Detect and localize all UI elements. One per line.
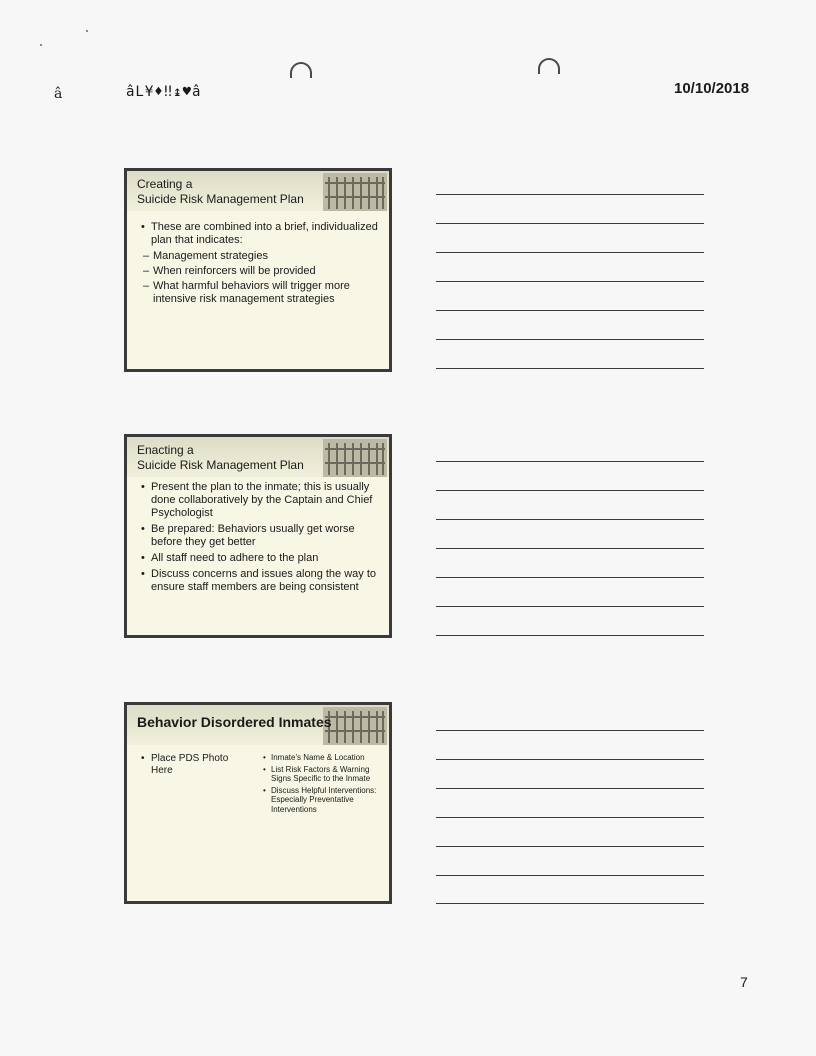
note-line xyxy=(436,759,704,760)
note-line xyxy=(436,223,704,224)
note-line xyxy=(436,368,704,369)
note-line xyxy=(436,490,704,491)
slide-behavior-disordered xyxy=(124,702,392,904)
page-number: 7 xyxy=(740,974,748,990)
bullet-item: • Discuss Helpful Interventions: Especially Preventative Interventions xyxy=(261,786,379,815)
header-left-mark: â xyxy=(54,86,64,102)
punch-hole-mark xyxy=(538,58,560,74)
note-line xyxy=(436,635,704,636)
note-line xyxy=(436,817,704,818)
slide-title: Behavior Disordered Inmates xyxy=(137,714,332,730)
bullet-item: • List Risk Factors & Warning Signs Specific to the Inmate xyxy=(261,765,379,784)
note-line xyxy=(436,339,704,340)
note-line xyxy=(436,730,704,731)
bullet-item: • Be prepared: Behaviors usually get worse before they get better xyxy=(139,523,381,549)
slide-left-column xyxy=(139,753,239,779)
jail-cells-icon xyxy=(323,173,387,211)
slide-enacting-plan xyxy=(124,434,392,638)
bullet-item: • Present the plan to the inmate; this is usually done collaboratively by the Captain and Chief Psychologist xyxy=(139,481,381,520)
slide-title-line2: Suicide Risk Management Plan xyxy=(137,192,304,206)
note-line xyxy=(436,875,704,876)
note-line xyxy=(436,788,704,789)
sub-bullet-item: – What harmful behaviors will trigger more intensive risk management strategies xyxy=(139,280,381,306)
slide-title xyxy=(137,443,304,473)
jail-cells-icon xyxy=(323,707,387,745)
slide-right-column xyxy=(261,753,379,816)
note-line xyxy=(436,281,704,282)
header-date: 10/10/2018 xyxy=(674,80,750,97)
bullet-item: • Inmate's Name & Location xyxy=(261,753,379,763)
slide-title-line2: Suicide Risk Management Plan xyxy=(137,458,304,472)
jail-cells-icon xyxy=(323,439,387,477)
slide-bullets xyxy=(139,221,381,308)
header-garbled-title: âL¥♦‼↨♥â xyxy=(126,84,202,100)
scan-speck xyxy=(86,30,88,32)
sub-bullet-item: – When reinforcers will be provided xyxy=(139,265,381,278)
slide-title xyxy=(137,177,304,207)
note-line xyxy=(436,903,704,904)
scan-speck xyxy=(40,44,42,46)
sub-bullet-item: – Management strategies xyxy=(139,250,381,263)
bullet-item: • All staff need to adhere to the plan xyxy=(139,552,381,565)
note-line xyxy=(436,548,704,549)
note-line xyxy=(436,519,704,520)
bullet-item: • Place PDS Photo Here xyxy=(139,753,239,777)
note-line xyxy=(436,310,704,311)
slide-bullets xyxy=(139,481,381,597)
slide-title-line1: Enacting a xyxy=(137,443,194,457)
note-line xyxy=(436,606,704,607)
note-line xyxy=(436,846,704,847)
note-line xyxy=(436,577,704,578)
note-line xyxy=(436,252,704,253)
slide-title-line1: Creating a xyxy=(137,177,193,191)
note-line xyxy=(436,461,704,462)
punch-hole-mark xyxy=(290,62,312,78)
slide-creating-plan xyxy=(124,168,392,372)
bullet-item: • Discuss concerns and issues along the way to ensure staff members are being consistent xyxy=(139,568,381,594)
bullet-item: • These are combined into a brief, individualized plan that indicates: xyxy=(139,221,381,247)
note-line xyxy=(436,194,704,195)
